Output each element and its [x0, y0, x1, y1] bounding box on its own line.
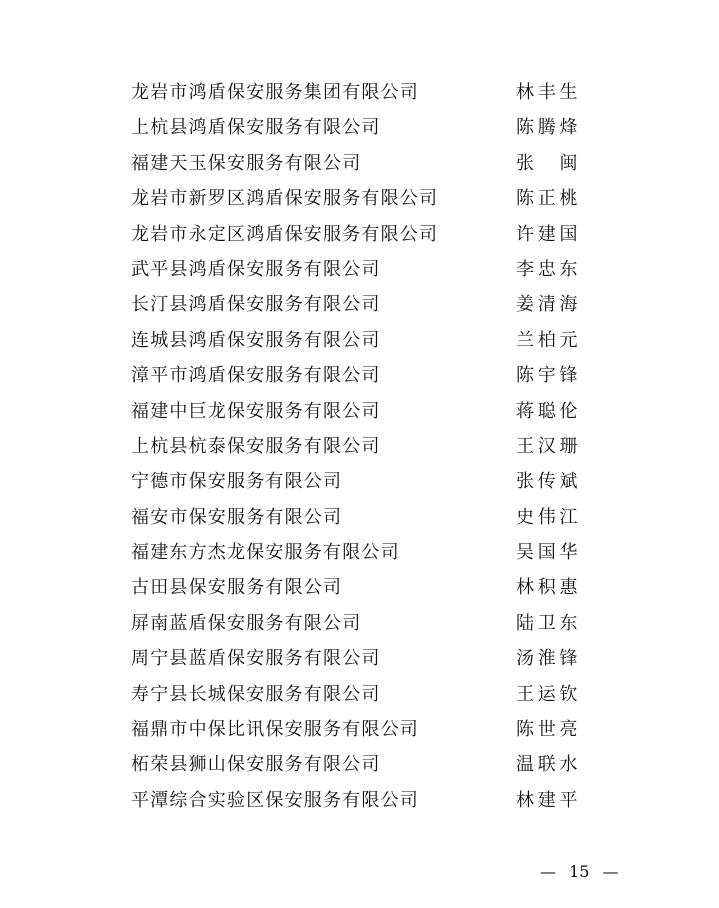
list-item — [131, 358, 591, 393]
list-item — [131, 217, 591, 252]
list-item — [131, 323, 591, 358]
list-item — [131, 677, 591, 712]
company-name: 寿宁县长城保安服务有限公司 — [131, 683, 381, 705]
company-name: 漳平市鸿盾保安服务有限公司 — [131, 365, 381, 387]
company-contact-list — [131, 75, 591, 818]
page-footer — [540, 862, 619, 881]
company-name: 福建中巨龙保安服务有限公司 — [131, 400, 381, 422]
list-item — [131, 747, 591, 782]
list-item — [131, 464, 591, 499]
company-name: 宁德市保安服务有限公司 — [131, 471, 343, 493]
contact-person-name: 林丰生 — [516, 82, 578, 103]
contact-person-name: 陆卫东 — [516, 612, 578, 634]
contact-person-name: 汤淮锋 — [516, 648, 578, 670]
contact-person-name: 林积惠 — [516, 577, 578, 599]
company-name: 柘荣县狮山保安服务有限公司 — [131, 754, 381, 776]
contact-person-name: 陈正桃 — [516, 188, 578, 210]
footer-left-dash: — — [540, 862, 556, 881]
company-name: 龙岩市鸿盾保安服务集团有限公司 — [131, 82, 419, 103]
company-name: 上杭县杭泰保安服务有限公司 — [131, 435, 381, 457]
company-name: 龙岩市新罗区鸿盾保安服务有限公司 — [131, 188, 439, 210]
contact-person-name: 兰柏元 — [516, 329, 578, 351]
company-name: 长汀县鸿盾保安服务有限公司 — [131, 294, 381, 316]
contact-person-name: 李忠东 — [516, 258, 578, 280]
contact-person-name: 姜清海 — [516, 294, 578, 316]
contact-person-name: 史伟江 — [516, 506, 578, 528]
list-item — [131, 287, 591, 322]
company-name: 屏南蓝盾保安服务有限公司 — [131, 612, 362, 634]
company-name: 福建东方杰龙保安服务有限公司 — [131, 542, 400, 564]
list-item — [131, 712, 591, 747]
list-item — [131, 75, 591, 110]
list-item — [131, 783, 591, 818]
company-name: 福建天玉保安服务有限公司 — [131, 152, 362, 174]
contact-person-name: 温联水 — [516, 754, 578, 776]
list-item — [131, 394, 591, 429]
contact-person-name: 蒋聪伦 — [516, 400, 578, 422]
footer-right-dash: — — [602, 862, 619, 881]
list-item — [131, 500, 591, 535]
list-item — [131, 535, 591, 570]
contact-person-name: 张传斌 — [516, 471, 578, 493]
company-name: 龙岩市永定区鸿盾保安服务有限公司 — [131, 223, 439, 245]
list-item — [131, 146, 591, 181]
list-item — [131, 429, 591, 464]
list-item — [131, 110, 591, 145]
company-name: 古田县保安服务有限公司 — [131, 577, 343, 599]
contact-person-name: 吴国华 — [516, 542, 578, 564]
list-item — [131, 570, 591, 605]
company-name: 平潭综合实验区保安服务有限公司 — [131, 789, 419, 811]
list-item — [131, 641, 591, 676]
list-item — [131, 606, 591, 641]
contact-person-name: 陈宇锋 — [516, 365, 578, 387]
list-item — [131, 181, 591, 216]
contact-person-name: 陈腾烽 — [516, 117, 578, 139]
company-name: 福鼎市中保比讯保安服务有限公司 — [131, 719, 419, 741]
contact-person-name: 林建平 — [516, 789, 578, 811]
company-name: 福安市保安服务有限公司 — [131, 506, 343, 528]
page-number: 15 — [569, 862, 590, 881]
contact-person-name: 王汉珊 — [516, 435, 578, 457]
contact-person-name: 张闽 — [516, 152, 578, 174]
contact-person-name: 王运钦 — [516, 683, 578, 705]
company-name: 连城县鸿盾保安服务有限公司 — [131, 329, 381, 351]
contact-person-name: 陈世亮 — [516, 719, 578, 741]
contact-person-name: 许建国 — [516, 223, 578, 245]
list-item — [131, 252, 591, 287]
company-name: 周宁县蓝盾保安服务有限公司 — [131, 648, 381, 670]
company-name: 上杭县鸿盾保安服务有限公司 — [131, 117, 381, 139]
company-name: 武平县鸿盾保安服务有限公司 — [131, 258, 381, 280]
